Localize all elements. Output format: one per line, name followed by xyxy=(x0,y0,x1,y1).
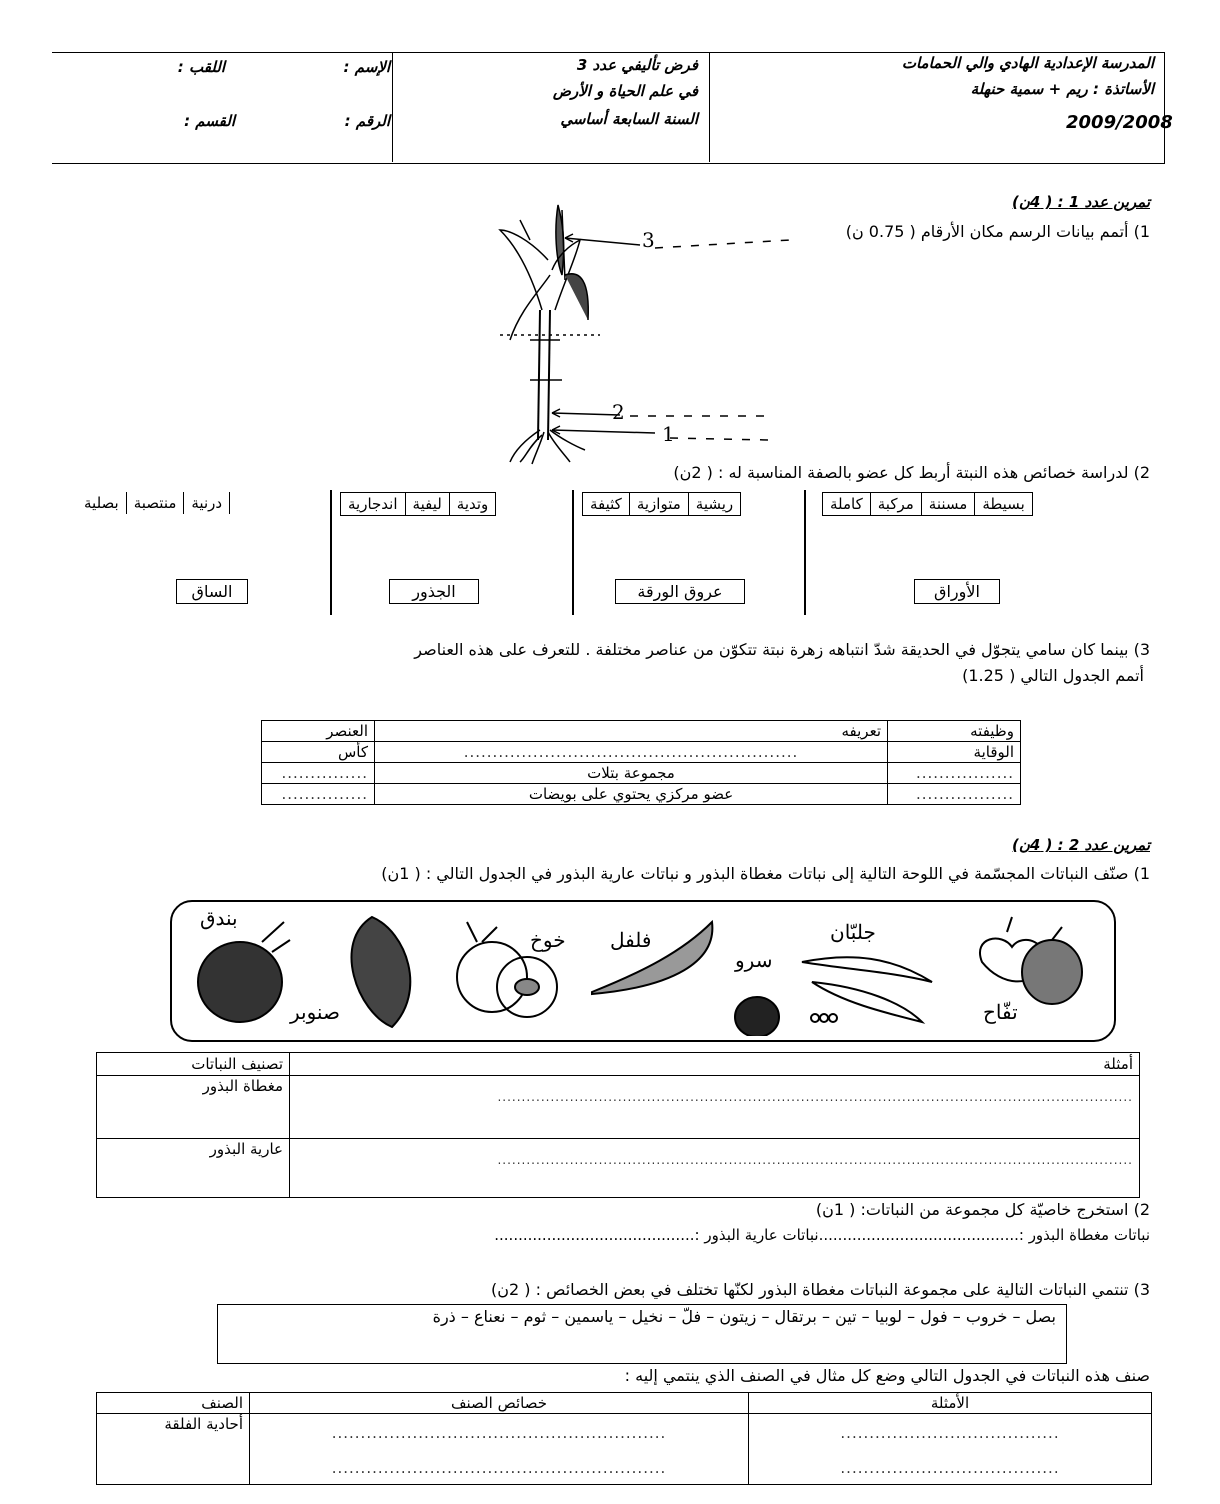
header-divider-2 xyxy=(392,52,393,162)
group-divider xyxy=(330,490,332,615)
cell: عارية البذور xyxy=(97,1139,290,1198)
cell: الوقاية xyxy=(888,742,1021,763)
option[interactable]: ريشية xyxy=(688,493,740,515)
organ-leaves: الأوراق xyxy=(914,579,1000,604)
cell xyxy=(97,1452,250,1485)
surname-label: اللقب : xyxy=(177,58,225,76)
option[interactable]: كاملة xyxy=(830,495,863,513)
cell-blank[interactable]: ............... xyxy=(262,763,375,784)
ex1-q3-line1: 3) بينما كان سامي يتجوّل في الحديقة شدّ انتباهه زهرة نبتة تتكوّن من عناصر مختلفة . للتعرف على هذه العناصر xyxy=(414,640,1150,659)
options-veins xyxy=(582,492,741,516)
ex2-q1: 1) صنّف النباتات المجسّمة في اللوحة التالية إلى نباتات مغطاة البذور و نباتات عارية البذور في الجدول التالي : ( 1ن) xyxy=(381,864,1150,883)
plant-hazelnut: بندق xyxy=(200,906,238,930)
cell: مجموعة بتلات xyxy=(375,763,888,784)
hazelnut-icon xyxy=(198,922,290,1022)
section-label: القسم : xyxy=(184,112,235,130)
cell-blank[interactable]: ...................................... xyxy=(749,1452,1152,1485)
pea-icon xyxy=(802,957,932,1022)
option[interactable]: كثيفة xyxy=(590,495,622,513)
th-classification: تصنيف النباتات xyxy=(97,1053,290,1076)
options-leaves xyxy=(822,492,1033,516)
option[interactable]: ليفية xyxy=(405,493,449,515)
header-divider-1 xyxy=(709,52,710,162)
option[interactable]: وتدية xyxy=(449,493,496,515)
option[interactable]: متوازية xyxy=(629,493,688,515)
group-divider xyxy=(804,490,806,615)
th-function: وظيفته xyxy=(888,721,1021,742)
plant-figure xyxy=(470,200,790,465)
plant-cypress: سرو xyxy=(735,948,773,972)
exam-title: فرض تأليفي عدد 3 xyxy=(576,56,698,74)
school-name: المدرسة الإعدادية الهادي والي الحمامات xyxy=(901,54,1154,72)
cell-blank[interactable]: ................. xyxy=(888,784,1021,805)
cell-blank[interactable]: .................................................................................................................................... xyxy=(290,1139,1140,1198)
fig-label-3: 3 xyxy=(642,228,655,252)
ex2-q3-instruction: صنف هذه النباتات في الجدول التالي وضع كل مثال في الصنف الذي ينتمي إليه : xyxy=(624,1366,1150,1385)
cell-blank[interactable]: .......................................................... xyxy=(375,742,888,763)
subject: في علم الحياة و الأرض xyxy=(552,82,698,100)
classification-table xyxy=(96,1052,1140,1198)
cell-blank[interactable]: .......................................................... xyxy=(250,1452,749,1485)
organ-stem: الساق xyxy=(176,579,248,604)
option[interactable]: مركبة xyxy=(870,493,921,515)
option[interactable]: درنية xyxy=(183,492,229,514)
option[interactable]: اندجارية xyxy=(348,495,398,513)
option[interactable]: بصلية xyxy=(84,494,119,512)
cell: أحادية الفلقة xyxy=(97,1414,250,1453)
cell-blank[interactable]: ................. xyxy=(888,763,1021,784)
level: السنة السابعة أساسي xyxy=(560,110,698,128)
th-examples: الأمثلة xyxy=(749,1393,1152,1414)
flower-table xyxy=(261,720,1021,805)
cell: عضو مركزي يحتوي على بويضات xyxy=(375,784,888,805)
fig-label-2: 2 xyxy=(612,400,625,424)
ex2-title: تمرين عدد 2 : ( 4ن) xyxy=(1012,836,1150,854)
organ-roots: الجذور xyxy=(389,579,479,604)
name-label: الإسم : xyxy=(343,58,390,76)
ex1-q3-line2: أتمم الجدول التالي ( 1.25) xyxy=(962,666,1144,685)
option[interactable]: منتصبة xyxy=(126,492,184,514)
fig-label-1: 1 xyxy=(662,422,675,446)
cell-blank[interactable]: .......................................................... xyxy=(250,1414,749,1453)
monocot-table xyxy=(96,1392,1152,1485)
cell-blank[interactable]: .................................................................................................................................... xyxy=(290,1076,1140,1139)
plant-peach: خوخ xyxy=(530,928,566,952)
ex2-q2-answer[interactable]: نباتات مغطاة البذور :..........................................نباتات عارية البذور :.......................................... xyxy=(494,1226,1150,1244)
plant-pine: صنوبر xyxy=(290,1000,340,1024)
ex2-q3: 3) تنتمي النباتات التالية على مجموعة النباتات مغطاة البذور لكنّها تختلف في بعض الخصائص : ( 2ن) xyxy=(491,1280,1150,1299)
th-class: الصنف xyxy=(97,1393,250,1414)
cell: كأس xyxy=(262,742,375,763)
th-class-features: خصائص الصنف xyxy=(250,1393,749,1414)
cell: مغطاة البذور xyxy=(97,1076,290,1139)
plant-pea: جلبّان xyxy=(830,920,876,944)
th-examples: أمثلة xyxy=(290,1053,1140,1076)
cell-blank[interactable]: ...................................... xyxy=(749,1414,1152,1453)
plant-pepper: فلفل xyxy=(610,928,652,952)
th-element: العنصر xyxy=(262,721,375,742)
apple-icon xyxy=(980,917,1082,1004)
options-stem xyxy=(54,492,230,514)
options-roots xyxy=(340,492,496,516)
plant-list-box: بصل – خروب – فول – لوبيا – تين – برتقال – زيتون – فلّ – نخيل – ياسمين – ثوم – نعناع – ذرة xyxy=(217,1304,1067,1364)
option[interactable]: بسيطة xyxy=(974,493,1031,515)
ex1-q2: 2) لدراسة خصائص هذه النبتة أربط كل عضو بالصفة المناسبة له : ( 2ن) xyxy=(673,463,1150,482)
cypress-icon xyxy=(735,997,779,1036)
cell-blank[interactable]: ............... xyxy=(262,784,375,805)
plant-apple: تفّاح xyxy=(983,1000,1018,1024)
number-label: الرقم : xyxy=(344,112,390,130)
teachers: الأساتذة : ريم + سمية حنهلة xyxy=(970,80,1154,98)
ex1-title: تمرين عدد 1 : ( 4ن) xyxy=(1012,193,1150,211)
option[interactable]: مسننة xyxy=(921,493,975,515)
pine-cone-icon xyxy=(352,917,411,1027)
organ-veins: عروق الورقة xyxy=(615,579,745,604)
ex1-q1: 1) أتمم بيانات الرسم مكان الأرقام ( 0.75 ن) xyxy=(845,222,1150,241)
ex2-q2: 2) استخرج خاصيّة كل مجموعة من النباتات: ( 1ن) xyxy=(815,1200,1150,1219)
school-year: 2009/2008 xyxy=(1066,112,1173,133)
th-definition: تعريفه xyxy=(375,721,888,742)
group-divider xyxy=(572,490,574,615)
